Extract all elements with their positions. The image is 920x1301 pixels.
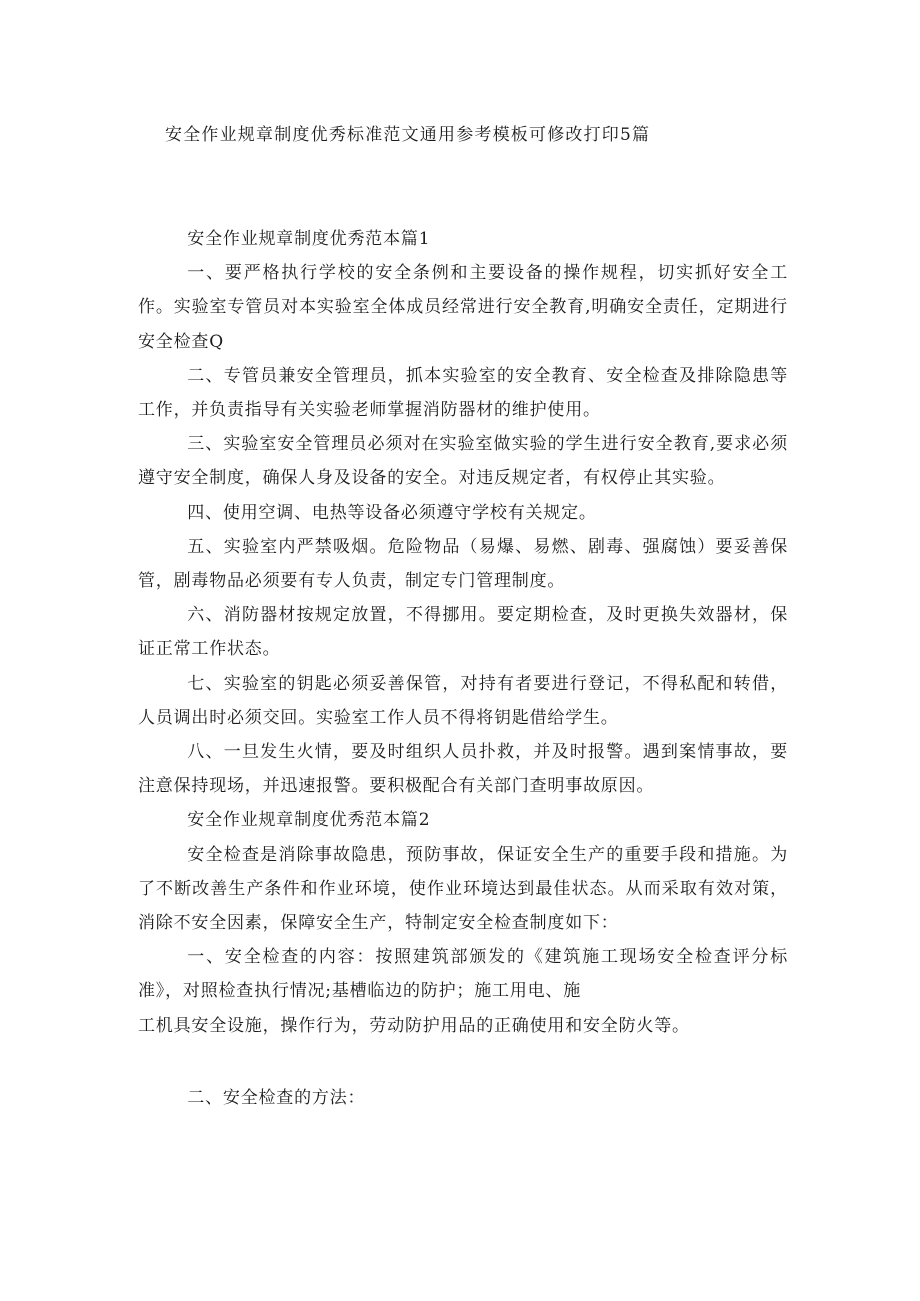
document-title: 安全作业规章制度优秀标准范文通用参考模板可修改打印5篇 <box>165 125 651 145</box>
paragraph-gap <box>138 1043 788 1081</box>
paragraph: 七、实验室的钥匙必须妥善保管，对持有者要进行登记，不得私配和转借，人员调出时必须交回。实验室工作人员不得将钥匙借给学生。 <box>138 673 788 728</box>
paragraph: 二、安全检查的方法： <box>187 1087 366 1108</box>
paragraph: 二、专管员兼安全管理员，抓本实验室的安全教育、安全检查及排除隐患等工作，并负责指导有关实验老师掌握消防器材的维护使用。 <box>138 365 788 421</box>
paragraph: 六、消防器材按规定放置，不得挪用。要定期检查，及时更换失效器材，保证正常工作状态。 <box>138 605 788 660</box>
paragraph: 一、安全检查的内容：按照建筑部颁发的《建筑施工现场安全检查评分标准》，对照检查执行情况;基槽临边的防护；施工用电、施 <box>138 947 788 1002</box>
paragraph: 八、一旦发生火情，要及时组织人员扑救，并及时报警。遇到案情事故，要注意保持现场，并迅速报警。要积极配合有关部门查明事故原因。 <box>138 742 788 797</box>
paragraph: 四、使用空调、电热等设备必须遵守学校有关规定。 <box>187 502 597 523</box>
paragraph: 五、实验室内严禁吸烟。危险物品（易爆、易燃、剧毒、强腐蚀）要妥善保管，剧毒物品必须要有专人负责，制定专门管理制度。 <box>138 536 788 592</box>
paragraph-continuation <box>138 1009 788 1043</box>
document-body <box>138 222 788 1115</box>
paragraph: 三、实验室安全管理员必须对在实验室做实验的学生进行安全教育,要求必须遵守安全制度，确保人身及设备的安全。对违反规定者，有权停止其实验。 <box>138 434 788 489</box>
paragraph: 安全检查是消除事故隐患，预防事故，保证安全生产的重要手段和措施。为了不断改善生产条件和作业环境，使作业环境达到最佳状态。从而采取有效对策，消除不安全因素，保障安全生产，特制定安全检查制度如下： <box>138 844 788 934</box>
section-heading-1: 安全作业规章制度优秀范本篇1 <box>187 229 431 249</box>
continuation-line: 工机具安全设施，操作行为，劳动防护用品的正确使用和安全防火等。 <box>138 1015 690 1036</box>
paragraph: 一、要严格执行学校的安全条例和主要设备的操作规程，切实抓好安全工作。实验室专管员对本实验室全体成员经常进行安全教育,明确安全责任，定期进行安全检查Q <box>138 263 788 352</box>
section-heading-2: 安全作业规章制度优秀范本篇2 <box>187 810 431 831</box>
